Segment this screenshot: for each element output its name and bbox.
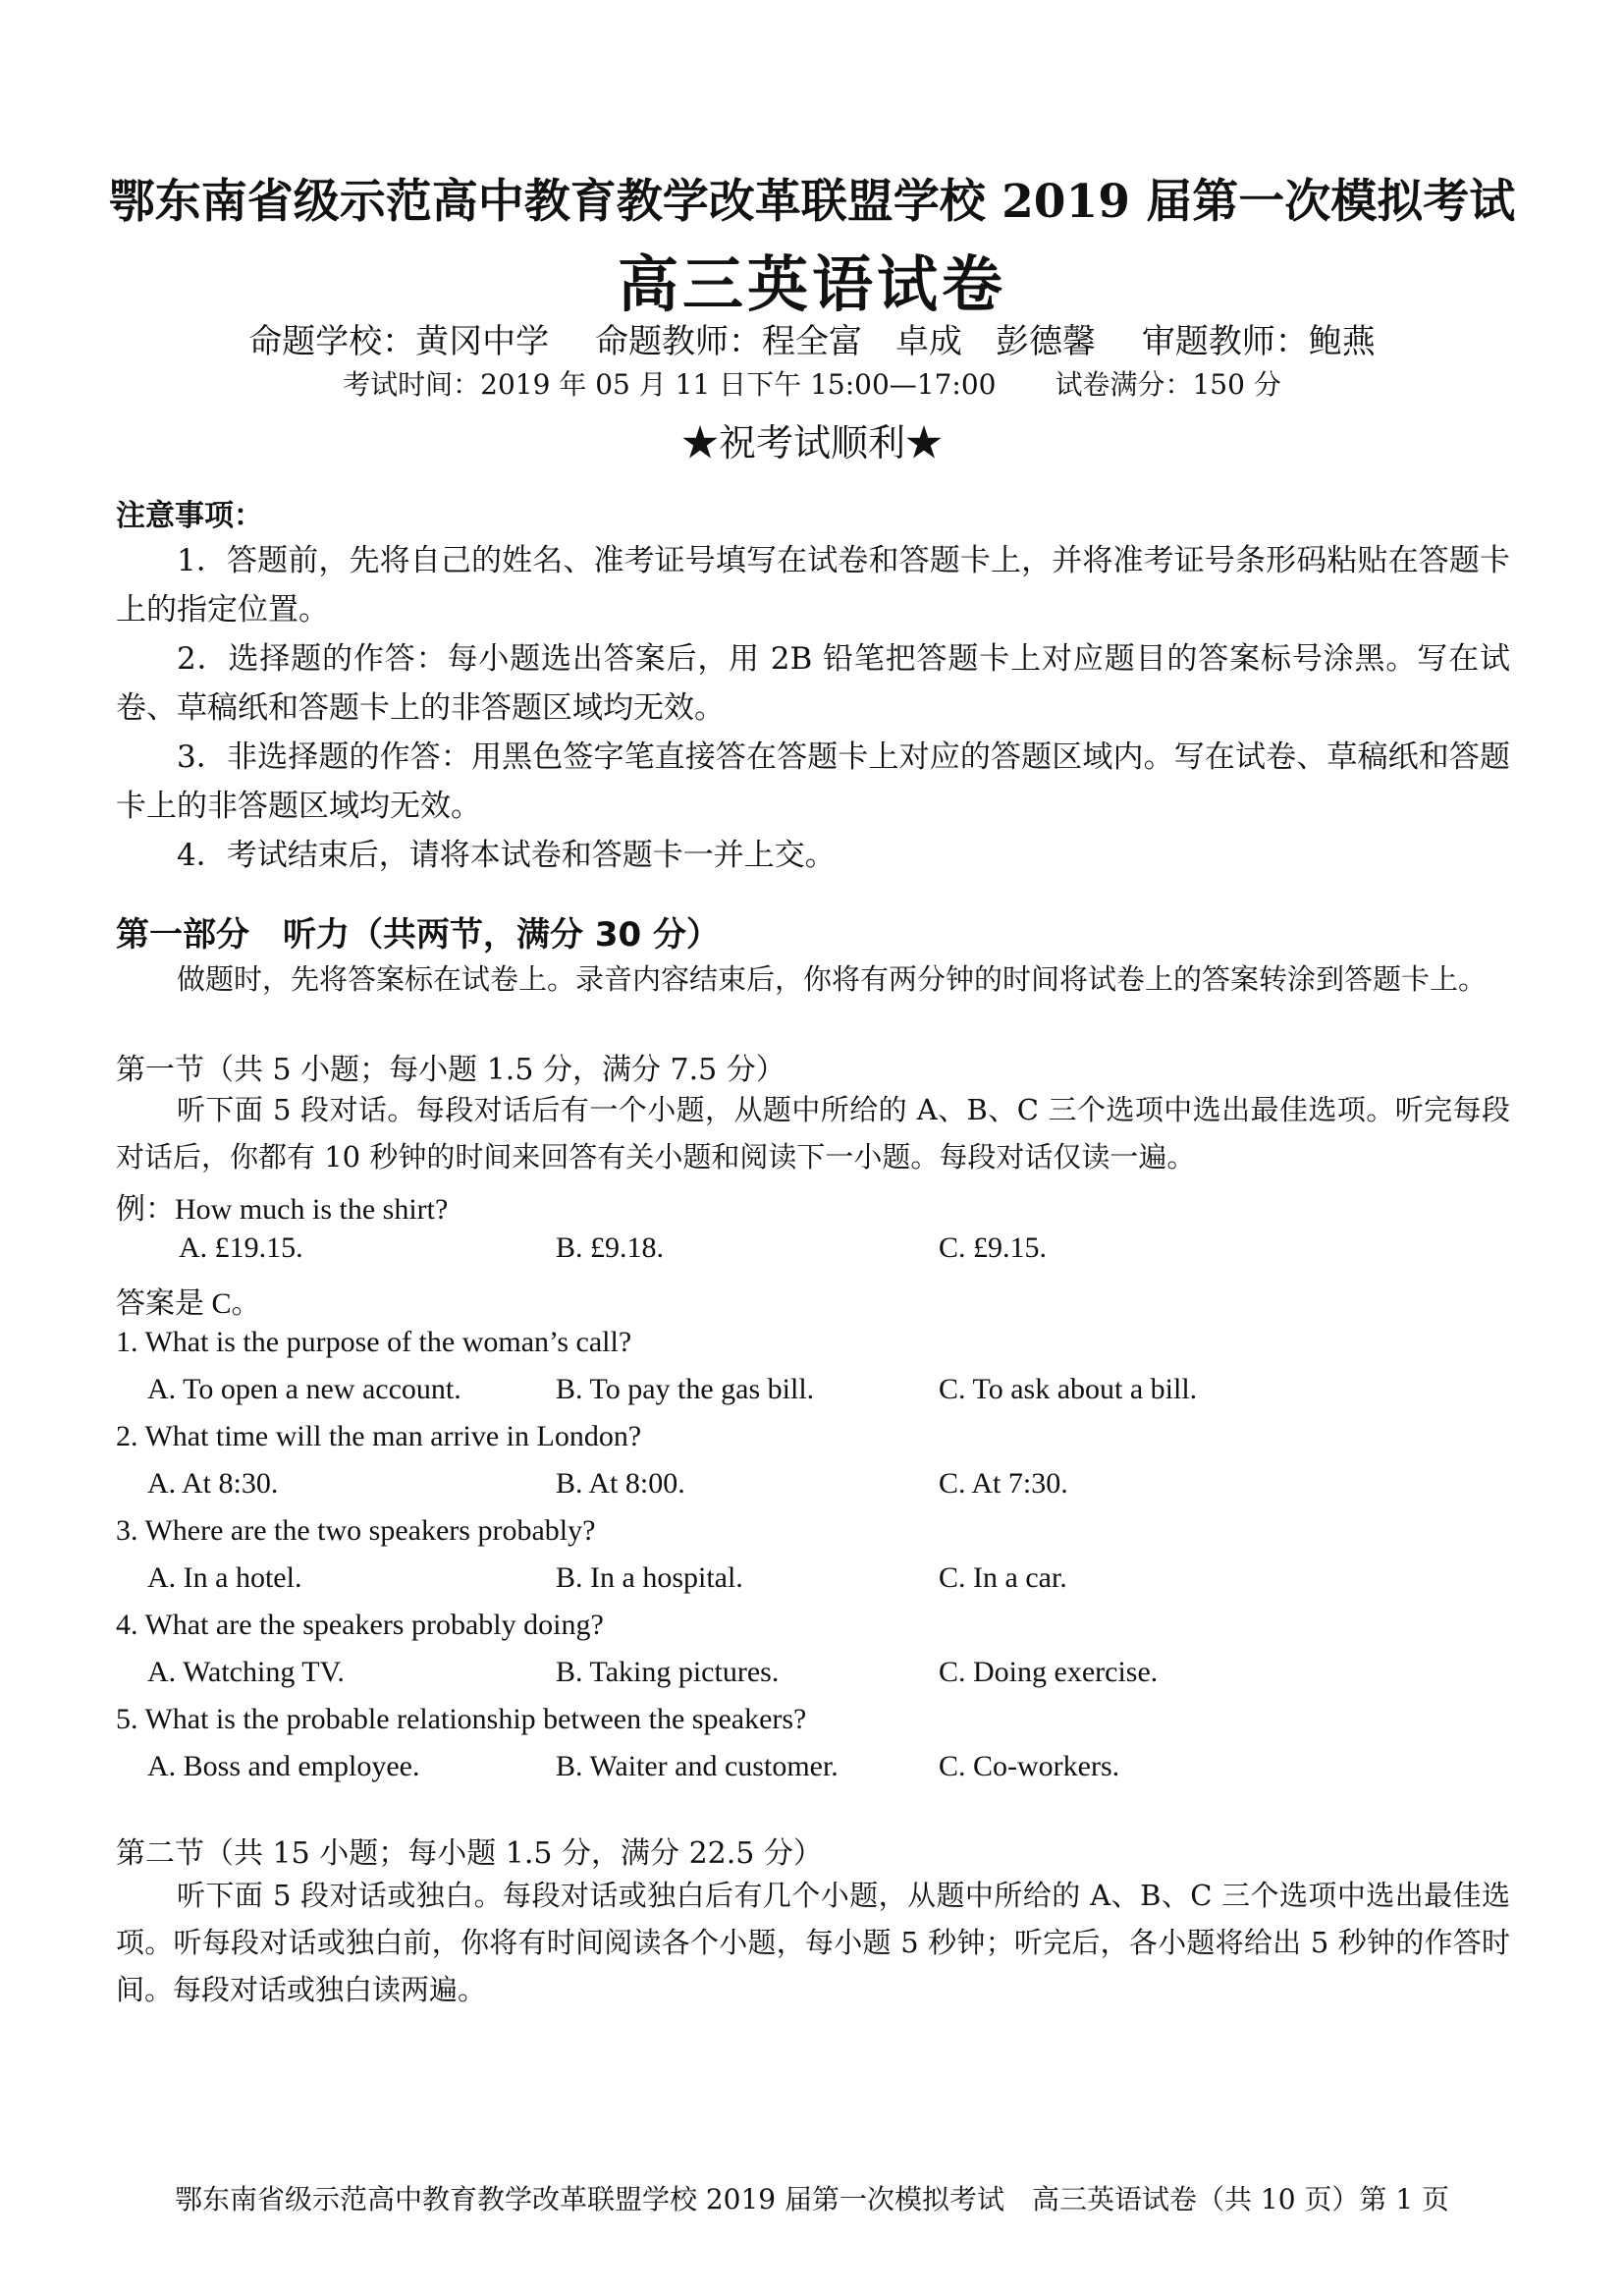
- example-option-a: A. £19.15.: [179, 1231, 303, 1264]
- section1-intro: 听下面 5 段对话。每段对话后有一个小题，从题中所给的 A、B、C 三个选项中选出最佳选项。听完每段对话后，你都有 10 秒钟的时间来回答有关小题和阅读下一小题。每段对话仅读一遍。: [116, 1093, 1510, 1174]
- example-option-c: C. £9.15.: [939, 1231, 1048, 1264]
- notice-title: 注意事项：: [116, 499, 263, 533]
- section2-title: 第二节（共 15 小题；每小题 1.5 分，满分 22.5 分）: [116, 1836, 823, 1871]
- question-4-option-a: A. Watching TV.: [147, 1656, 345, 1688]
- question-4: 4. What are the speakers probably doing?: [116, 1609, 604, 1641]
- example-question: 例：How much is the shirt?: [116, 1193, 449, 1226]
- part1-title: 第一部分 听力（共两节，满分 30 分）: [116, 915, 720, 955]
- notice-item-4: 4．考试结束后，请将本试卷和答题卡一并上交。: [177, 838, 836, 873]
- question-5-option-b: B. Waiter and customer.: [556, 1750, 839, 1782]
- question-1: 1. What is the purpose of the woman’s call?: [116, 1326, 632, 1358]
- author-line: [0, 314, 1624, 362]
- question-1-option-a: A. To open a new account.: [147, 1373, 461, 1405]
- author-reviewer: 审题教师：鲍燕: [1141, 322, 1376, 361]
- wish-line: ★祝考试顺利★: [680, 421, 943, 464]
- full-score: 试卷满分：150 分: [1055, 368, 1281, 401]
- question-1-option-b: B. To pay the gas bill.: [556, 1373, 815, 1405]
- notice-item-1: 1．答题前，先将自己的姓名、准考证号填写在试卷和答题卡上，并将准考证号条形码粘贴在答题卡上的指定位置。: [116, 543, 1510, 628]
- question-2-option-a: A. At 8:30.: [147, 1467, 279, 1500]
- exam-time: 考试时间：2019 年 05 月 11 日下午 15:00—17:00: [343, 368, 997, 401]
- exam-info-line: [0, 363, 1624, 403]
- question-5-option-a: A. Boss and employee.: [147, 1750, 420, 1782]
- notice-item-3: 3．非选择题的作答：用黑色签字笔直接答在答题卡上对应的答题区域内。写在试卷、草稿纸和答题卡上的非答题区域均无效。: [116, 739, 1510, 824]
- question-3-option-b: B. In a hospital.: [556, 1561, 743, 1594]
- question-4-option-b: B. Taking pictures.: [556, 1656, 780, 1688]
- part1-intro: 做题时，先将答案标在试卷上。录音内容结束后，你将有两分钟的时间将试卷上的答案转涂到答题卡上。: [177, 962, 1488, 996]
- question-2-option-c: C. At 7:30.: [939, 1467, 1068, 1500]
- question-2: 2. What time will the man arrive in London?: [116, 1420, 642, 1452]
- notice-item-2: 2．选择题的作答：每小题选出答案后，用 2B 铅笔把答题卡上对应题目的答案标号涂黑。写在试卷、草稿纸和答题卡上的非答题区域均无效。: [116, 641, 1510, 726]
- page-footer: 鄂东南省级示范高中教育教学改革联盟学校 2019 届第一次模拟考试 高三英语试卷（共 10 页）第 1 页: [174, 2183, 1450, 2215]
- section2-intro: 听下面 5 段对话或独白。每段对话或独白后有几个小题，从题中所给的 A、B、C 三个选项中选出最佳选项。听每段对话或独白前，你将有时间阅读各个小题，每小题 5 秒钟；听完后，各小题将给出 5 秒钟的作答时间。每段对话或独白读两遍。: [116, 1879, 1510, 2006]
- question-2-option-b: B. At 8:00.: [556, 1467, 685, 1500]
- question-3-option-a: A. In a hotel.: [147, 1561, 302, 1594]
- question-5-option-c: C. Co-workers.: [939, 1750, 1120, 1782]
- question-5: 5. What is the probable relationship between the speakers?: [116, 1703, 807, 1735]
- question-3: 3. Where are the two speakers probably?: [116, 1514, 596, 1547]
- question-4-option-c: C. Doing exercise.: [939, 1656, 1159, 1688]
- example-answer: 答案是 C。: [116, 1287, 261, 1320]
- author-teachers: 命题教师：程全富 卓成 彭德馨: [595, 322, 1096, 361]
- question-3-option-c: C. In a car.: [939, 1561, 1067, 1594]
- question-1-option-c: C. To ask about a bill.: [939, 1373, 1198, 1405]
- example-option-b: B. £9.18.: [556, 1231, 665, 1264]
- section1-title: 第一节（共 5 小题；每小题 1.5 分，满分 7.5 分）: [116, 1053, 785, 1087]
- exam-subtitle: 高三英语试卷: [617, 248, 1006, 320]
- exam-title: 鄂东南省级示范高中教育教学改革联盟学校 2019 届第一次模拟考试: [108, 175, 1516, 229]
- author-school: 命题学校：黄冈中学: [248, 322, 550, 361]
